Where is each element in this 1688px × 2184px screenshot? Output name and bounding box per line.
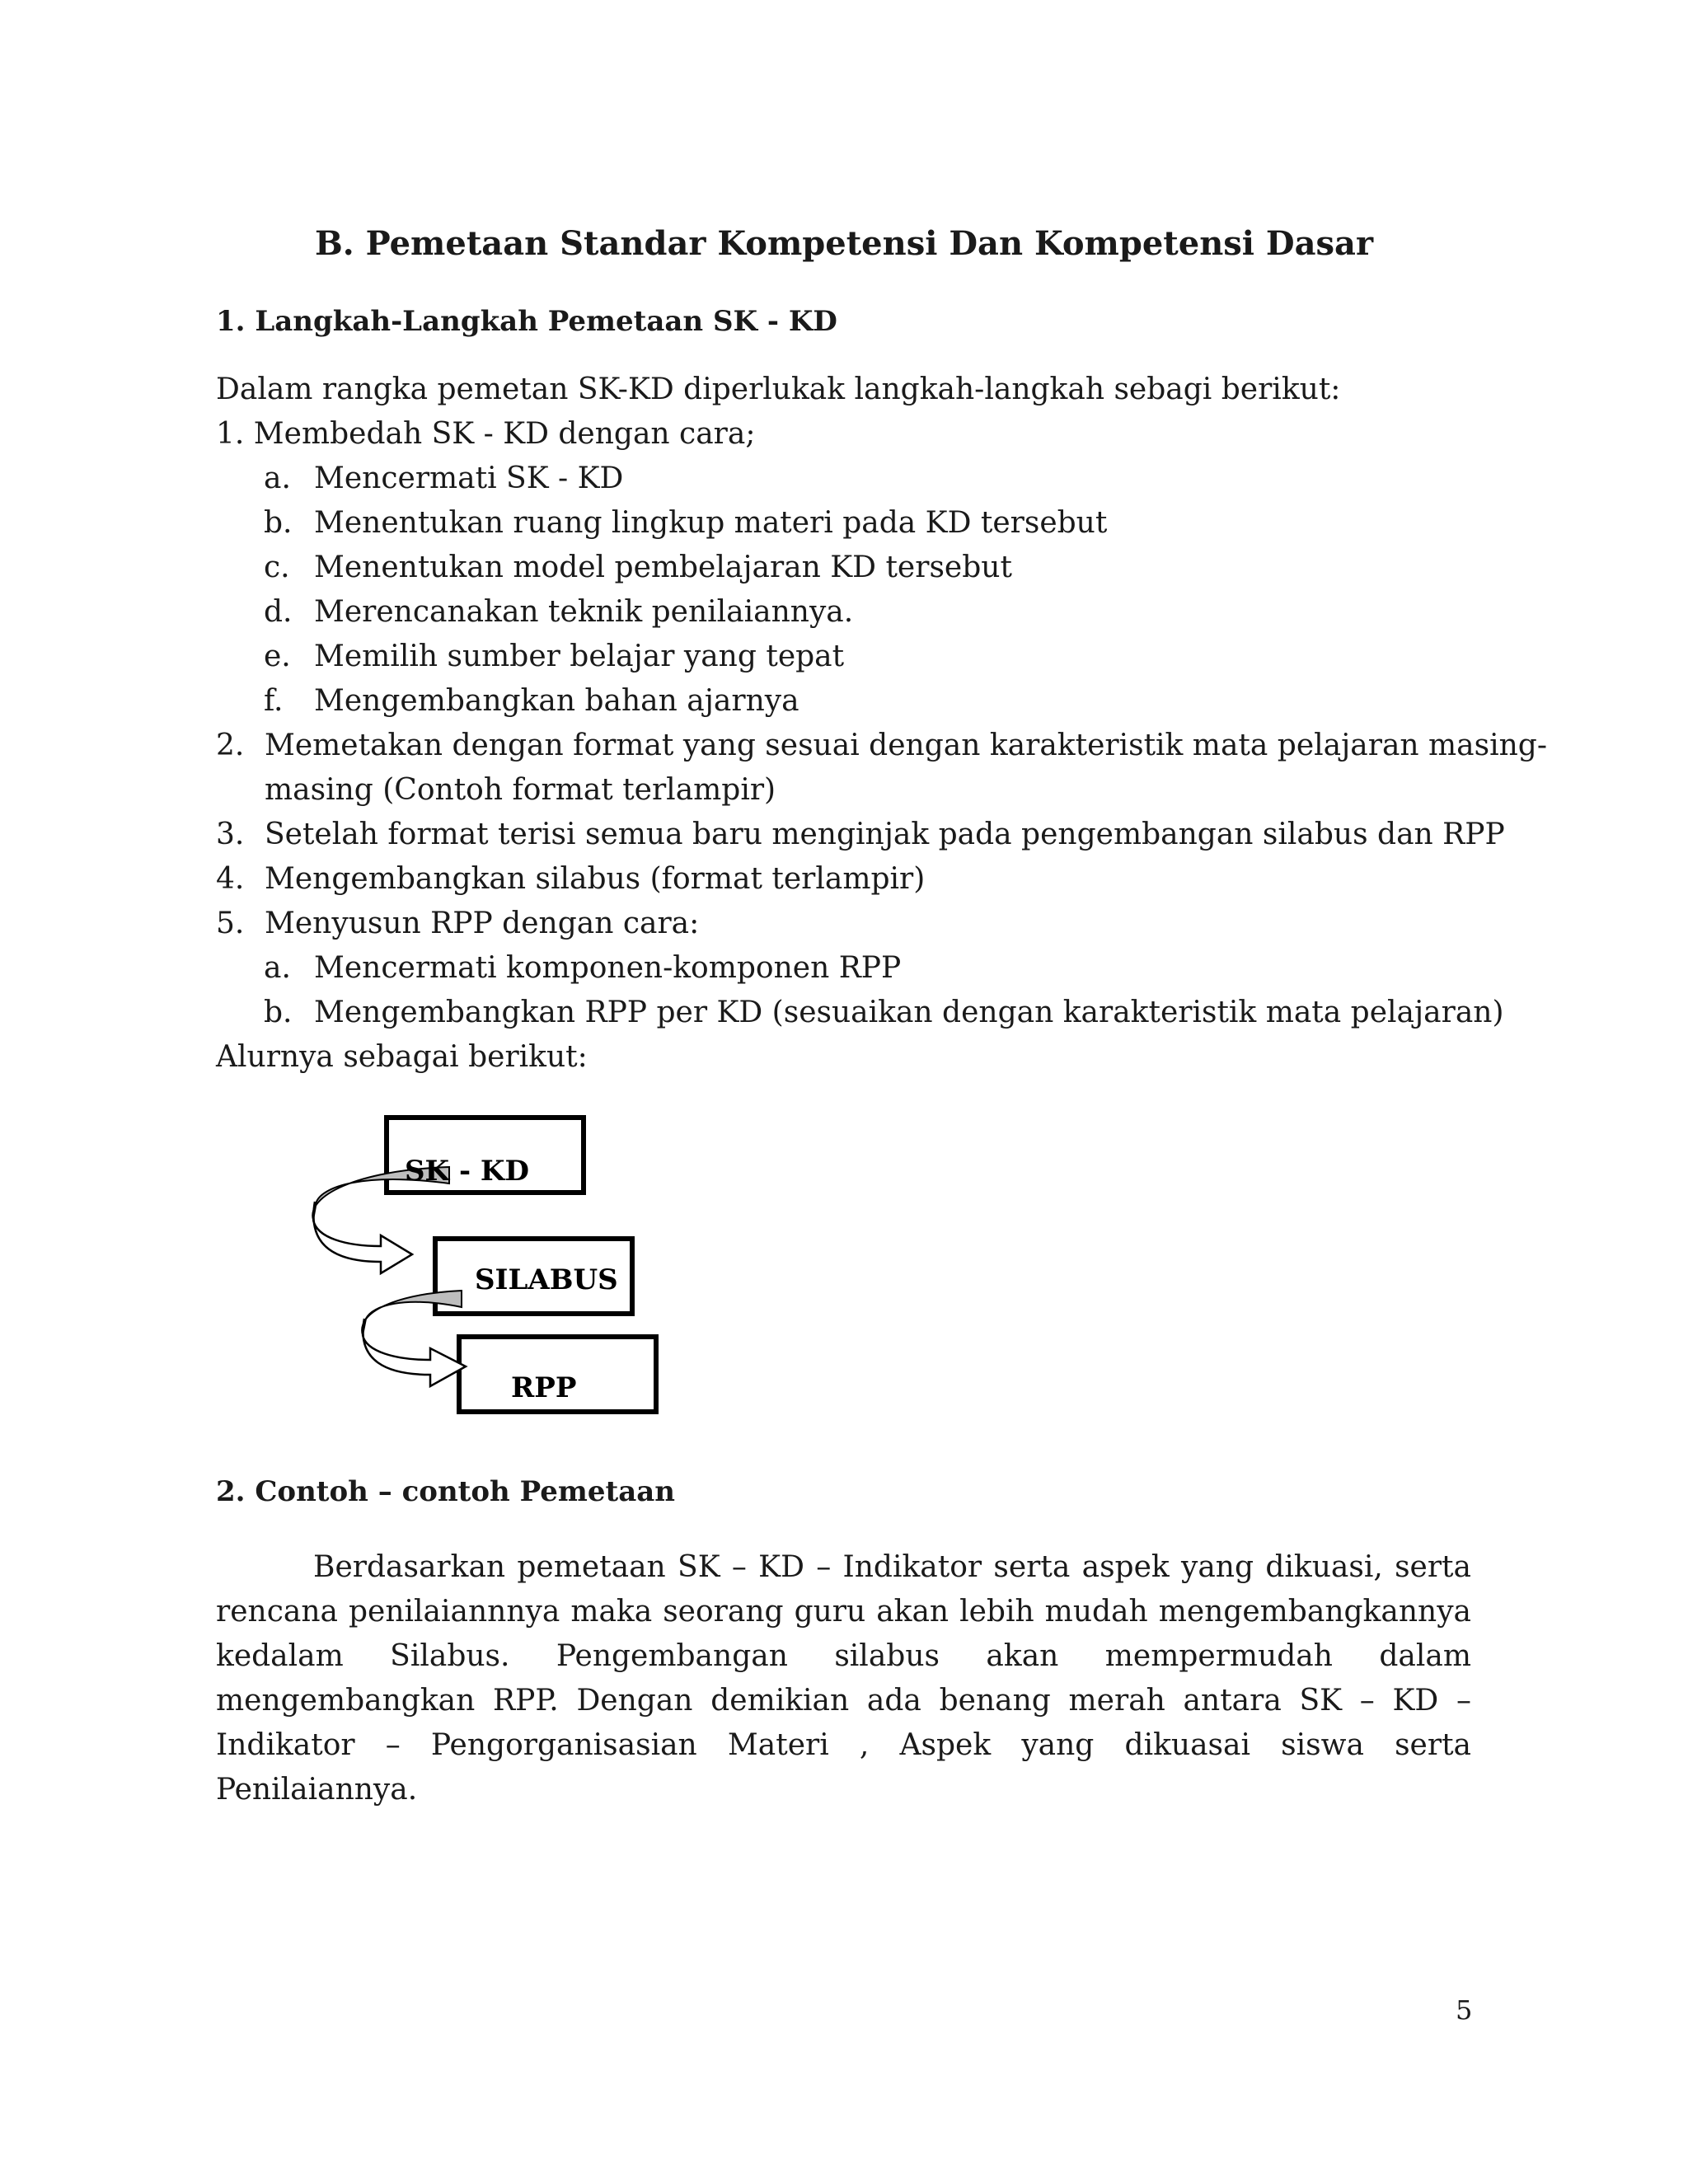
step1-item-label: c. — [264, 551, 290, 584]
step-3: Setelah format terisi semua baru menginjak pada pengembangan silabus dan RPP — [265, 818, 1505, 851]
step-1: 1. Membedah SK - KD dengan cara; — [216, 417, 756, 451]
step1-item-text: Memilih sumber belajar yang tepat — [314, 640, 845, 673]
step1-item-label: f. — [264, 684, 284, 718]
page-title: B. Pemetaan Standar Kompetensi Dan Kompetensi Dasar — [314, 224, 1374, 263]
section2-heading: 2. Contoh – contoh Pemetaan — [216, 1475, 675, 1508]
step5-item-text: Mencermati komponen-komponen RPP — [314, 951, 902, 985]
step5-item-text: Mengembangkan RPP per KD (sesuaikan dengan karakteristik mata pelajaran) — [314, 996, 1504, 1029]
flow-intro: Alurnya sebagai berikut: — [216, 1040, 588, 1074]
step1-item-label: a. — [264, 462, 291, 495]
flow-box-label: RPP — [511, 1371, 577, 1404]
step1-item-text: Mengembangkan bahan ajarnya — [314, 684, 799, 718]
step-2-label: 2. — [216, 729, 245, 762]
flow-box-label: SK - KD — [405, 1155, 529, 1188]
step-5-label: 5. — [216, 907, 245, 940]
step5-item-label: b. — [264, 996, 293, 1029]
step-5: Menyusun RPP dengan cara: — [265, 907, 700, 940]
curved-arrow-icon — [362, 1291, 466, 1386]
step1-item-label: d. — [264, 595, 293, 629]
step-2-line1: Memetakan dengan format yang sesuai dengan karakteristik mata pelajaran masing- — [265, 729, 1548, 762]
step-4: Mengembangkan silabus (format terlampir) — [265, 862, 926, 896]
step1-item-text: Menentukan ruang lingkup materi pada KD tersebut — [314, 506, 1108, 540]
step1-item-text: Merencanakan teknik penilaiannya. — [314, 595, 854, 629]
step1-item-label: e. — [264, 640, 291, 673]
step-4-label: 4. — [216, 862, 245, 896]
step-3-label: 3. — [216, 818, 245, 851]
step-2-line2: masing (Contoh format terlampir) — [265, 773, 776, 807]
step1-item-text: Menentukan model pembelajaran KD tersebut — [314, 551, 1012, 584]
flow-box-label: SILABUS — [475, 1263, 618, 1296]
step5-item-label: a. — [264, 951, 291, 985]
page-number: 5 — [1456, 1994, 1473, 2026]
section1-heading: 1. Langkah-Langkah Pemetaan SK - KD — [216, 305, 837, 338]
intro-text: Dalam rangka pemetan SK-KD diperlukak langkah-langkah sebagi berikut: — [216, 373, 1341, 406]
step1-item-text: Mencermati SK - KD — [314, 462, 624, 495]
section2-paragraph: Berdasarkan pemetaan SK – KD – Indikator serta aspek yang dikuasi, serta rencana penilaiannnya maka seorang guru akan lebih mudah mengembangkannya kedalam Silabus. Pengembangan silabus akan mempermudah dalam mengembangkan RPP. Dengan demikian ada benang merah antara SK – KD – Indikator – Pengorganisasian Materi , Aspek yang dikuasai siswa serta Penilaiannya. — [216, 1550, 1471, 1807]
step1-item-label: b. — [264, 506, 293, 540]
